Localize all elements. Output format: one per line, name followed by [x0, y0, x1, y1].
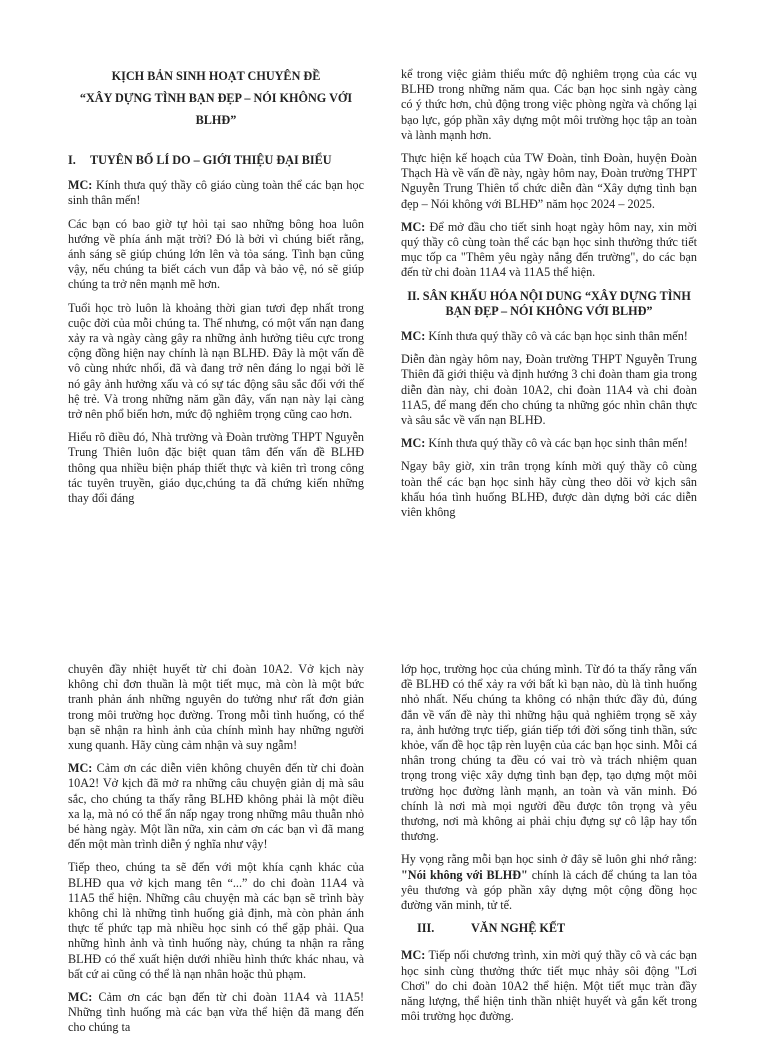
paragraph: Diễn đàn ngày hôm nay, Đoàn trường THPT Nguyễn Trung Thiên đã giới thiệu và định hướng 3 chi đoàn tham gia trong diễn đàn này, chi đoàn 10A2, chi đoàn 11A4 và chi đoàn 11A5, để mang đến cho chúng ta những góc nhìn chân thực và sâu sắc về vấn nạn BLHĐ.: [401, 352, 697, 428]
page2-right-column: [401, 662, 697, 1032]
document-page-1: [0, 0, 768, 518]
paragraph-text: Tiếp nối chương trình, xin mời quý thầy cô và các bạn học sinh cùng thưởng thức tiết mục nhảy sôi động "Lơi Chơi" do chi đoàn 10A2 thể hiện. Một tiết mục tràn đầy năng lượng, thể hiện tinh thần nhiệt huyết và gắn kết trong môi trường học đường.: [401, 948, 698, 1024]
page1-right-column: [401, 67, 697, 528]
paragraph-text: chính là cách để chúng ta lan tỏa yêu thương và góp phần xây dựng một cộng đồng học đường văn minh, tử tế.: [401, 867, 698, 913]
section-title: TUYÊN BỐ LÍ DO – GIỚI THIỆU ĐẠI BIỂU: [90, 153, 332, 167]
paragraph: [401, 948, 697, 1024]
mc-label: MC:: [401, 948, 426, 963]
section-number: III.: [417, 921, 435, 936]
paragraph-text: Cảm ơn các bạn đến từ chi đoàn 11A4 và 11A5! Những tình huống mà các bạn vừa thể hiện đã mang đến cho chúng ta: [68, 990, 365, 1035]
paragraph: [68, 761, 364, 852]
paragraph: Hiểu rõ điều đó, Nhà trường và Đoàn trường THPT Nguyễn Trung Thiên luôn đặc biệt quan tâm đến vấn đề BLHĐ thông qua nhiều biện pháp thiết thực và kiên trì trong công tác tuyên truyền, giáo dục,chúng ta đã chứng kiến những thay đổi đáng: [68, 430, 364, 506]
document-page-2: [0, 658, 768, 1035]
page1-left-column: [68, 67, 364, 514]
mc-label: MC:: [401, 436, 426, 451]
paragraph: Tuổi học trò luôn là khoảng thời gian tươi đẹp nhất trong cuộc đời của mỗi chúng ta. Thế nhưng, có một vấn nạn đang xảy ra và ngày càng gây ra những ảnh hưởng tiêu cực trong cộng đồng hiện nay chính là nạn BLHĐ. Đây là một vấn đề vô cùng nhức nhối, đã và đang trở nên đáng lo ngại bởi lẽ nó gây ảnh hưởng xấu và có sự tác động sâu sắc đối với thế hệ trẻ. Và trong những năm gần đây, vấn nạn này lại càng trở nên phổ biến hơn, mức độ nghiêm trọng cũng cao hơn.: [68, 300, 364, 422]
paragraph-text: Cảm ơn các diễn viên không chuyên đến từ chi đoàn 10A2! Vở kịch đã mở ra những câu chuyện giản dị mà sâu sắc, cho chúng ta thấy rằng BLHĐ không phải là một điều xa lạ, mà nó có thể ẩn nấp ngay trong những mâu thuẫn nhỏ bé hàng ngày. Một lần nữa, xin cảm ơn các bạn vì đã mang đến một màn trình diễn ý nghĩa như vậy!: [68, 761, 364, 852]
page2-left-column: [68, 662, 364, 1044]
mc-label: MC:: [401, 329, 426, 344]
paragraph: Các bạn có bao giờ tự hỏi tại sao những bông hoa luôn hướng về phía ánh mặt trời? Đó là bởi vì chúng biết rằng, ánh sáng sẽ giúp chúng lớn lên và tỏa sáng. Tình bạn cũng vậy, nếu chúng ta biết cách vun đắp và bảo vệ, nó sẽ giúp chúng ta trở nên mạnh mẽ hơn.: [68, 216, 364, 292]
doc-title-line-3: BLHĐ”: [195, 113, 237, 127]
paragraph: Tiếp theo, chúng ta sẽ đến với một khía cạnh khác của BLHĐ qua vở kịch mang tên “...” do chi đoàn 11A4 và 11A5 thể hiện. Những câu chuyện mà các bạn sẽ trình bày không chỉ là những tình huống giả định, mà còn phản ánh thực tế phức tạp mà nhiều học sinh có thể gặp phải. Qua những hình ảnh và tình huống này, chúng ta nhận ra rằng BLHĐ có thể xuất hiện dưới nhiều hình thức khác nhau, và bất cứ ai cũng có thể là nạn nhân hoặc thủ phạm.: [68, 860, 364, 981]
section-heading-1: [68, 153, 364, 168]
paragraph-text: Để mở đầu cho tiết sinh hoạt ngày hôm nay, xin mời quý thầy cô cùng toàn thể các bạn học sinh thưởng thức tiết mục tốp ca "Thêm yêu ngày nắng đến trường", do các bạn đến từ chi đoàn 11A4 và 11A5 thể hiện.: [401, 219, 698, 280]
paragraph: lớp học, trường học của chúng mình. Từ đó ta thấy rằng vấn đề BLHĐ có thể xảy ra với bất kì bạn nào, dù là tình huống nhỏ nhất. Nếu chúng ta không có nhận thức đầy đủ, đúng đắn về vấn đề này thì những hậu quả nghiêm trọng sẽ xảy ra, ảnh hưởng trực tiếp, gián tiếp tới đời sống tinh thần, sức khỏe, vấn đề học tập rèn luyện của các bạn học sinh. Mỗi cá nhân trong chúng ta đều có vai trò và trách nhiệm quan trọng trong việc xây dựng tình bạn đẹp, tạo dựng một môi trường học đường lành mạnh, an toàn và văn minh. Đó chính là nơi mà mọi người đều được tôn trọng và yêu thương, nơi mà không ai phải chịu đựng sự cô lập hay tổn thương.: [401, 662, 697, 844]
section-title: SÂN KHẤU HÓA NỘI DUNG “XÂY DỰNG TÌNH BẠN ĐẸP – NÓI KHÔNG VỚI BLHĐ”: [422, 288, 691, 318]
paragraph-text: Kính thưa quý thầy cô và các bạn học sinh thân mến!: [428, 436, 688, 451]
doc-title-line-1: KỊCH BẢN SINH HOẠT CHUYÊN ĐỀ: [111, 69, 321, 83]
section-heading-3: [417, 921, 697, 936]
paragraph: kể trong việc giảm thiểu mức độ nghiêm trọng của các vụ BLHĐ trong những năm qua. Các bạn học sinh ngày càng có ý thức hơn, chủ động trong việc phòng ngừa và chống lại bạo lực, góp phần xây dựng một môi trường học tập an toàn và lành mạnh hơn.: [401, 67, 697, 142]
paragraph: [401, 220, 697, 281]
paragraph: [401, 329, 697, 344]
section-number: II.: [407, 288, 420, 303]
paragraph: [68, 990, 364, 1036]
paragraph: chuyên đầy nhiệt huyết từ chi đoàn 10A2. Vở kịch này không chỉ đơn thuần là một tiết mục, mà còn là một bức tranh phản ánh những nguyên do tưởng như rất đơn giản trong môi trường học đường. Trong mỗi tình huống, có thể bạn sẽ nhận ra hình ảnh của chính mình hay những người xung quanh. Hãy cùng cảm nhận và suy ngẫm!: [68, 662, 364, 753]
slogan-text: "Nói không với BLHĐ": [401, 867, 528, 882]
section-heading-2: [401, 289, 697, 319]
mc-label: MC:: [401, 219, 426, 234]
paragraph: [68, 178, 364, 208]
paragraph: Thực hiện kế hoạch của TW Đoàn, tỉnh Đoàn, huyện Đoàn Thạch Hà về vấn đề này, ngày hôm nay, Đoàn trường THPT Nguyễn Trung Thiên tổ chức diễn đàn “Xây dựng tình bạn đẹp – Nói không với BLHĐ” năm học 2024 – 2025.: [401, 151, 697, 211]
mc-label: MC:: [68, 178, 93, 193]
mc-label: MC:: [68, 990, 93, 1005]
paragraph: Ngay bây giờ, xin trân trọng kính mời quý thầy cô cùng toàn thể các bạn học sinh hãy cùng theo dõi vở kịch sân khấu hóa tình huống BLHĐ, được dàn dựng bởi các diễn viên không: [401, 459, 697, 520]
paragraph: [401, 436, 697, 451]
section-number: I.: [68, 153, 76, 167]
section-title: VĂN NGHỆ KẾT: [471, 921, 566, 936]
paragraph-text: Hy vọng rằng mỗi bạn học sinh ở đây sẽ luôn ghi nhớ rằng:: [401, 852, 697, 867]
doc-title-line-2: “XÂY DỰNG TÌNH BẠN ĐẸP – NÓI KHÔNG VỚI: [79, 91, 353, 105]
paragraph: [401, 852, 697, 913]
paragraph-text: Kính thưa quý thầy cô giáo cùng toàn thể các bạn học sinh thân mến!: [68, 178, 365, 208]
mc-label: MC:: [68, 761, 93, 776]
paragraph-text: Kính thưa quý thầy cô và các bạn học sinh thân mến!: [428, 329, 688, 344]
